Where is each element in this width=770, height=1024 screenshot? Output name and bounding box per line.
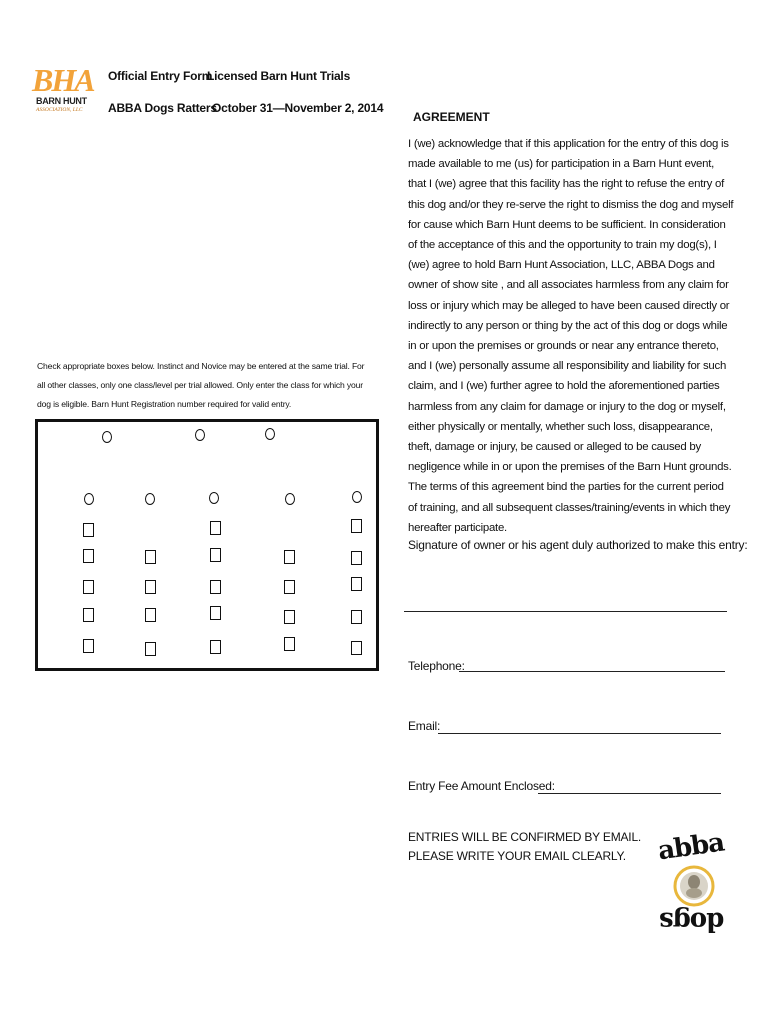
- signature-label: Signature of owner or his agent duly authorized to make this entry:: [408, 538, 748, 552]
- confirmation-note-line2: PLEASE WRITE YOUR EMAIL CLEARLY.: [408, 849, 626, 863]
- entry-instructions: Check appropriate boxes below. Instinct and Novice may be entered at the same trial. For all other classes, only one class/level per trial allowed. Only enter the class for which your dog is eligible. Barn Hunt Registration number required for valid entry.: [37, 361, 365, 409]
- entry-fee-field[interactable]: [538, 793, 721, 794]
- bha-logo-association: ASSOCIATION, LLC: [36, 107, 83, 113]
- abba-dogs-logo: [656, 827, 732, 950]
- trial-checkbox[interactable]: [145, 642, 156, 656]
- level-radio[interactable]: [209, 492, 219, 504]
- email-label: Email:: [408, 719, 441, 733]
- trial-checkbox[interactable]: [210, 640, 221, 654]
- form-title: Official Entry Form: [108, 69, 213, 83]
- trial-checkbox[interactable]: [210, 580, 221, 594]
- level-radio[interactable]: [84, 493, 94, 505]
- trial-checkbox[interactable]: [284, 610, 295, 624]
- confirmation-note-line1: ENTRIES WILL BE CONFIRMED BY EMAIL.: [408, 830, 642, 844]
- agreement-body: I (we) acknowledge that if this application for the entry of this dog is made available to me (us) for participation in a Barn Hunt event, that I (we) agree that this facility has the right to refuse the entry of this dog and/or they re-serve the right to dismiss the dog and myself for cause which Barn Hunt deems to be sufficient. In consideration of the acceptance of this and the opportunity to train my dog(s), I (we) agree to hold Barn Hunt Association, LLC, ABBA Dogs and owner of show site , and all associates harmless from any claim for loss or injury which may be alleged to have been caused directly or indirectly to any person or thing by the act of this dog or dogs while in or upon the premises or grounds or near any entrance thereto, and I (we) personally assume all responsibility and liability for such claim, and I (we) further agree to hold the aforementioned parties harmless from any claim for damage or injury to the dog or myself, either physically or mentally, whether such loss, disappearance, theft, damage or injury, be caused or alleged to be caused by negligence while in or upon the premises of the Barn Hunt grounds. The terms of this agreement bind the parties for the current period of training, and all subsequent classes/training/events in which they hereafter participate.: [408, 138, 734, 534]
- host-club: ABBA Dogs Ratters: [108, 101, 217, 115]
- trial-checkbox[interactable]: [210, 548, 221, 562]
- trial-checkbox[interactable]: [83, 549, 94, 563]
- class-radio[interactable]: [195, 429, 205, 441]
- level-radio[interactable]: [145, 493, 155, 505]
- trial-checkbox[interactable]: [351, 610, 362, 624]
- trial-checkbox[interactable]: [351, 519, 362, 533]
- trial-checkbox[interactable]: [351, 577, 362, 591]
- trial-checkbox[interactable]: [351, 641, 362, 655]
- level-radio[interactable]: [352, 491, 362, 503]
- trial-dates: October 31—November 2, 2014: [212, 101, 384, 115]
- agreement-title: AGREEMENT: [413, 110, 490, 124]
- telephone-field[interactable]: [459, 671, 725, 672]
- trial-type: Licensed Barn Hunt Trials: [207, 69, 351, 83]
- trial-checkbox[interactable]: [284, 580, 295, 594]
- telephone-label: Telephone:: [408, 659, 465, 673]
- level-radio[interactable]: [285, 493, 295, 505]
- abba-logo-bottom-text: dogs: [660, 906, 725, 936]
- trial-checkbox[interactable]: [351, 551, 362, 565]
- email-field[interactable]: [438, 733, 721, 734]
- trial-checkbox[interactable]: [210, 521, 221, 535]
- trial-checkbox[interactable]: [284, 550, 295, 564]
- signature-line[interactable]: [404, 611, 727, 612]
- entry-fee-label: Entry Fee Amount Enclosed:: [408, 779, 555, 793]
- trial-checkbox[interactable]: [83, 639, 94, 653]
- trial-checkbox[interactable]: [284, 637, 295, 651]
- abba-logo-top-text: abba: [656, 827, 726, 867]
- class-radio[interactable]: [102, 431, 112, 443]
- class-radio[interactable]: [265, 428, 275, 440]
- trial-checkbox[interactable]: [83, 580, 94, 594]
- trial-checkbox[interactable]: [210, 606, 221, 620]
- trial-checkbox[interactable]: [145, 550, 156, 564]
- trial-checkbox[interactable]: [145, 608, 156, 622]
- bha-logo-barn-hunt: BARN HUNT: [36, 96, 87, 106]
- trial-checkbox[interactable]: [83, 523, 94, 537]
- class-selection-grid: [35, 419, 379, 671]
- bha-logo: [30, 64, 98, 124]
- trial-checkbox[interactable]: [145, 580, 156, 594]
- trial-checkbox[interactable]: [83, 608, 94, 622]
- bha-logo-letters: BHA: [32, 62, 94, 98]
